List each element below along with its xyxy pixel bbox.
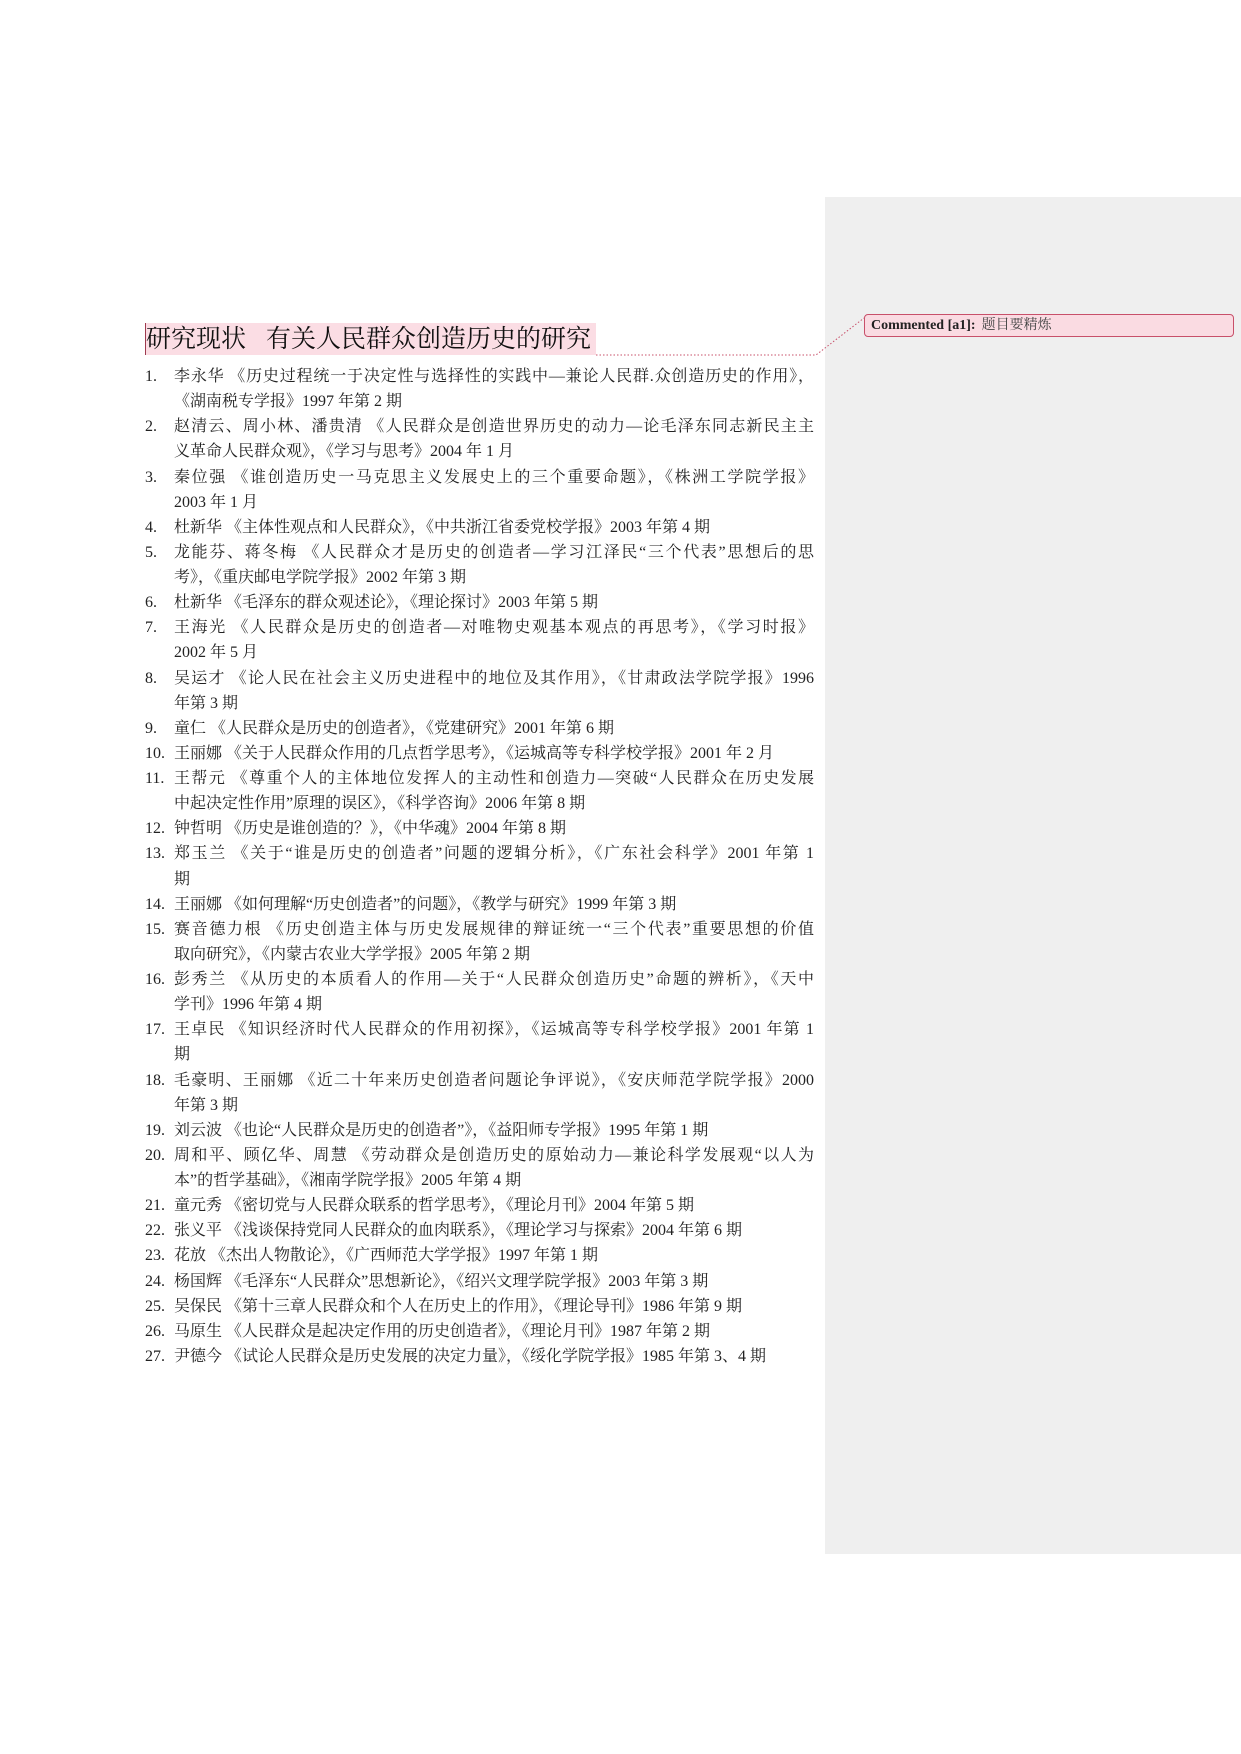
- reference-text: [174, 1294, 814, 1319]
- reference-list: [145, 364, 814, 1369]
- reference-line: 学刊》1996 年第 4 期: [174, 996, 323, 1014]
- reference-text: [174, 1243, 814, 1268]
- comment-pane: [825, 197, 1241, 1554]
- reference-number: 14.: [145, 895, 165, 913]
- reference-line: 彭秀兰 《从历史的本质看人的作用—关于“人民群众创造历史”命题的辨析》，《天中: [174, 971, 814, 988]
- reference-text: [174, 841, 814, 891]
- reference-text: [174, 1143, 814, 1193]
- reference-line: 年第 3 期: [174, 1096, 239, 1114]
- reference-line: 考》，《重庆邮电学院学报》2002 年第 3 期: [174, 569, 467, 586]
- reference-line: 钟哲明 《历史是谁创造的？》，《中华魂》2004 年第 8 期: [174, 820, 567, 838]
- reference-line: 王丽娜 《如何理解“历史创造者”的问题》，《教学与研究》1999 年第 3 期: [174, 895, 677, 913]
- reference-text: [174, 1319, 814, 1344]
- reference-number: 7.: [145, 619, 157, 637]
- reference-item: [145, 892, 814, 917]
- reference-text: [174, 1068, 814, 1118]
- reference-text: [174, 892, 814, 917]
- reference-item: [145, 716, 814, 741]
- reference-line: 赛音德力根 《历史创造主体与历史发展规律的辩证统一“三个代表”重要思想的价值: [174, 920, 814, 938]
- reference-text: [174, 465, 814, 515]
- reference-text: [174, 515, 814, 540]
- reference-item: [145, 666, 814, 716]
- reference-item: [145, 1143, 814, 1193]
- reference-item: [145, 590, 814, 615]
- reference-text: [174, 540, 814, 590]
- reference-line: 龙能芬、蒋冬梅 《人民群众才是历史的创造者—学习江泽民“三个代表”思想后的思: [174, 543, 814, 561]
- reference-line: 秦位强 《谁创造历史一马克思主义发展史上的三个重要命题》，《株洲工学院学报》: [174, 468, 814, 486]
- reference-number: 26.: [145, 1322, 165, 1340]
- reference-line: 张义平 《浅谈保持党同人民群众的血肉联系》，《理论学习与探索》2004 年第 6 期: [174, 1222, 743, 1240]
- reference-line: 杨国辉 《毛泽东“人民群众”思想新论》，《绍兴文理学院学报》2003 年第 3 期: [174, 1272, 709, 1290]
- reference-item: [145, 1269, 814, 1294]
- document-title: 研究现状 有关人民群众创造历史的研究: [145, 323, 596, 355]
- reference-item: [145, 917, 814, 967]
- reference-line: 年第 3 期: [174, 694, 239, 712]
- reference-item: [145, 515, 814, 540]
- reference-line: 杜新华 《主体性观点和人民群众》，《中共浙江省委党校学报》2003 年第 4 期: [174, 518, 711, 536]
- reference-line: 周和平、顾亿华、周慧 《劳动群众是创造历史的原始动力—兼论科学发展观“以人为: [174, 1146, 814, 1164]
- reference-text: [174, 615, 814, 665]
- reference-text: [174, 1017, 814, 1067]
- reference-text: [174, 917, 814, 967]
- reference-item: [145, 1319, 814, 1344]
- reference-text: [174, 1118, 814, 1143]
- reference-line: 王海光 《人民群众是历史的创造者—对唯物史观基本观点的再思考》，《学习时报》: [174, 619, 814, 637]
- comment-text: 题目要精炼: [981, 318, 1052, 333]
- reference-line: 本”的哲学基础》，《湘南学院学报》2005 年第 4 期: [174, 1172, 522, 1189]
- reference-line: 郑玉兰 《关于“谁是历史的创造者”问题的逻辑分析》，《广东社会科学》2001 年第 1: [174, 845, 814, 863]
- reference-line: 2002 年 5 月: [174, 644, 259, 662]
- reference-line: 期: [174, 1046, 191, 1064]
- comment-balloon[interactable]: [864, 314, 1234, 337]
- reference-text: [174, 766, 814, 816]
- reference-item: [145, 1017, 814, 1067]
- reference-line: 毛豪明、王丽娜 《近二十年来历史创造者问题论争评说》，《安庆师范学院学报》2000: [174, 1071, 814, 1089]
- reference-number: 9.: [145, 719, 157, 737]
- reference-line: 王卓民 《知识经济时代人民群众的作用初探》，《运城高等专科学校学报》2001 年第 1: [174, 1021, 814, 1039]
- reference-item: [145, 1068, 814, 1118]
- reference-number: 20.: [145, 1146, 165, 1164]
- reference-text: [174, 364, 814, 414]
- reference-number: 10.: [145, 744, 165, 762]
- reference-item: [145, 1344, 814, 1369]
- reference-line: 赵清云、周小林、潘贵清 《人民群众是创造世界历史的动力—论毛泽东同志新民主主: [174, 418, 814, 436]
- reference-line: 马原生 《人民群众是起决定作用的历史创造者》，《理论月刊》1987 年第 2 期: [174, 1322, 711, 1340]
- reference-text: [174, 590, 814, 615]
- reference-text: [174, 666, 814, 716]
- comment-author-label: Commented [a1]:: [871, 318, 976, 333]
- reference-item: [145, 615, 814, 665]
- reference-number: 24.: [145, 1272, 165, 1290]
- reference-text: [174, 414, 814, 464]
- reference-item: [145, 766, 814, 816]
- reference-text: [174, 716, 814, 741]
- reference-item: [145, 364, 814, 414]
- reference-item: [145, 1294, 814, 1319]
- reference-line: 义革命人民群众观》，《学习与思考》2004 年 1 月: [174, 443, 515, 461]
- reference-line: 吴运才 《论人民在社会主义历史进程中的地位及其作用》，《甘肃政法学院学报》1996: [174, 669, 814, 687]
- reference-item: [145, 1193, 814, 1218]
- reference-line: 李永华 《历史过程统一于决定性与选择性的实践中—兼论人民群.众创造历史的作用》，: [174, 368, 814, 385]
- reference-line: 期: [174, 870, 191, 888]
- reference-line: 尹德今 《试论人民群众是历史发展的决定力量》，《绥化学院学报》1985 年第 3、4 期: [174, 1347, 767, 1365]
- reference-item: [145, 540, 814, 590]
- reference-number: 3.: [145, 468, 157, 486]
- reference-number: 13.: [145, 845, 165, 863]
- reference-number: 1.: [145, 368, 157, 385]
- reference-line: 刘云波 《也论“人民群众是历史的创造者”》，《益阳师专学报》1995 年第 1 期: [174, 1121, 709, 1139]
- reference-item: [145, 816, 814, 841]
- reference-number: 27.: [145, 1347, 165, 1365]
- reference-line: 取向研究》，《内蒙古农业大学学报》2005 年第 2 期: [174, 945, 531, 963]
- reference-line: 2003 年 1 月: [174, 493, 259, 511]
- reference-line: 王丽娜 《关于人民群众作用的几点哲学思考》，《运城高等专科学校学报》2001 年 2 月: [174, 744, 775, 762]
- reference-item: [145, 414, 814, 464]
- reference-number: 5.: [145, 543, 157, 561]
- reference-number: 8.: [145, 669, 157, 687]
- reference-text: [174, 741, 814, 766]
- reference-number: 6.: [145, 594, 157, 612]
- reference-line: 王帮元 《尊重个人的主体地位发挥人的主动性和创造力—突破“人民群众在历史发展: [174, 770, 814, 787]
- reference-number: 18.: [145, 1071, 165, 1089]
- reference-text: [174, 1218, 814, 1243]
- reference-line: 童仁 《人民群众是历史的创造者》，《党建研究》2001 年第 6 期: [174, 719, 615, 737]
- reference-number: 2.: [145, 418, 157, 436]
- reference-number: 12.: [145, 820, 165, 838]
- reference-number: 22.: [145, 1222, 165, 1240]
- reference-line: 花放 《杰出人物散论》，《广西师范大学学报》1997 年第 1 期: [174, 1247, 599, 1265]
- reference-text: [174, 1344, 814, 1369]
- reference-text: [174, 967, 814, 1017]
- reference-number: 11.: [145, 770, 165, 787]
- reference-item: [145, 465, 814, 515]
- reference-item: [145, 741, 814, 766]
- reference-item: [145, 841, 814, 891]
- reference-item: [145, 1243, 814, 1268]
- reference-line: 童元秀 《密切党与人民群众联系的哲学思考》，《理论月刊》2004 年第 5 期: [174, 1197, 695, 1215]
- reference-line: 杜新华 《毛泽东的群众观述论》，《理论探讨》2003 年第 5 期: [174, 594, 599, 612]
- reference-number: 17.: [145, 1021, 165, 1039]
- reference-number: 15.: [145, 920, 165, 938]
- reference-number: 4.: [145, 518, 157, 536]
- reference-text: [174, 816, 814, 841]
- reference-number: 25.: [145, 1297, 165, 1315]
- reference-line: 《湖南税专学报》1997 年第 2 期: [174, 393, 403, 411]
- reference-number: 23.: [145, 1247, 165, 1265]
- reference-text: [174, 1193, 814, 1218]
- reference-number: 21.: [145, 1197, 165, 1215]
- reference-item: [145, 967, 814, 1017]
- reference-item: [145, 1218, 814, 1243]
- reference-number: 16.: [145, 971, 165, 988]
- reference-text: [174, 1269, 814, 1294]
- reference-line: 吴保民 《第十三章人民群众和个人在历史上的作用》，《理论导刊》1986 年第 9 期: [174, 1297, 743, 1315]
- reference-item: [145, 1118, 814, 1143]
- reference-number: 19.: [145, 1121, 165, 1139]
- reference-line: 中起决定性作用”原理的误区》，《科学咨询》2006 年第 8 期: [174, 795, 586, 813]
